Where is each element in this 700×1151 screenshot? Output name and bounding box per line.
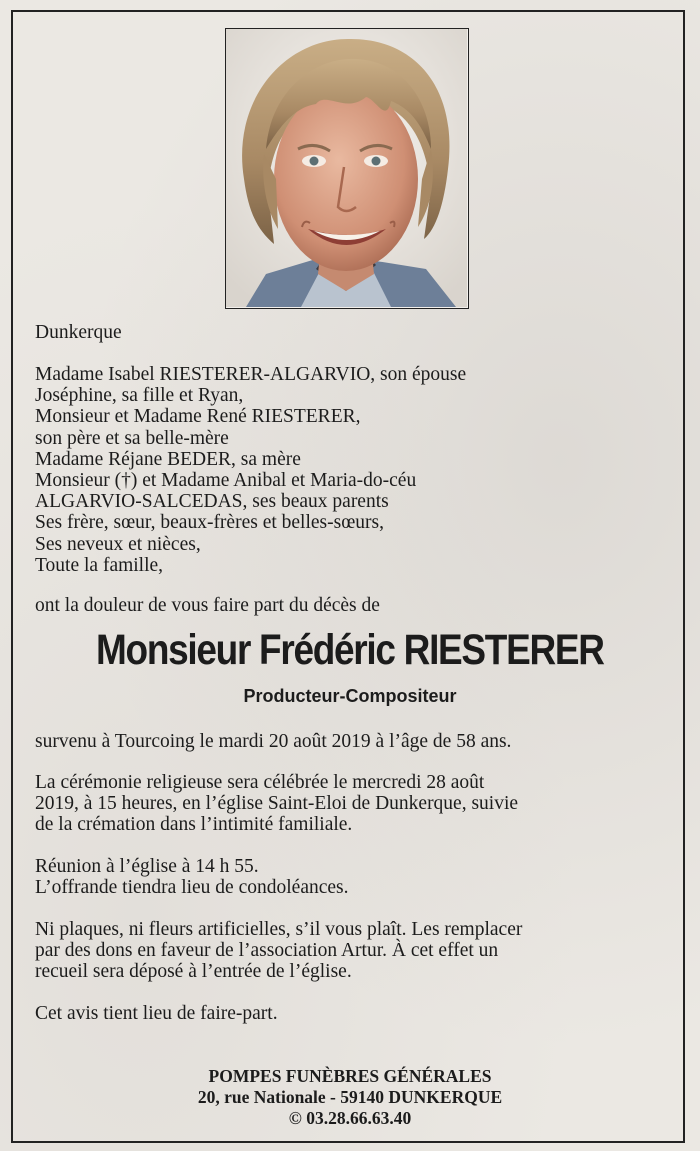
city-line: Dunkerque — [35, 322, 122, 343]
ceremony-line: de la crémation dans l’intimité familiale. — [35, 814, 353, 836]
announcement-line: ont la douleur de vous faire part du décès de — [35, 595, 380, 616]
closing-line: Cet avis tient lieu de faire-part. — [35, 1003, 278, 1024]
family-line: Madame Isabel RIESTERER-ALGARVIO, son épouse — [35, 364, 467, 385]
family-line: Ses neveux et nièces, — [35, 533, 201, 555]
family-line: son père et sa belle-mère — [35, 427, 229, 449]
flowers-line: Ni plaques, ni fleurs artificielles, s’il vous plaît. Les remplacer — [35, 919, 523, 940]
ceremony-line: La cérémonie religieuse sera célébrée le mercredi 28 août — [35, 772, 485, 793]
flowers-line: recueil sera déposé à l’entrée de l’église. — [35, 961, 352, 983]
funeral-home-address: 20, rue Nationale - 59140 DUNKERQUE — [197, 1087, 503, 1107]
family-line: Toute la famille, — [35, 554, 164, 576]
ceremony-paragraph — [35, 772, 665, 836]
ceremony-line: 2019, à 15 heures, en l’église Saint-Eloi de Dunkerque, suivie — [35, 793, 519, 815]
funeral-home-name: POMPES FUNÈBRES GÉNÉRALES — [208, 1066, 492, 1086]
profession: Producteur-Compositeur — [243, 686, 457, 706]
portrait-photo — [225, 28, 469, 309]
flowers-line: par des dons en faveur de l’association Artur. À cet effet un — [35, 940, 499, 962]
portrait-image — [226, 29, 467, 307]
family-line: Monsieur (†) et Madame Anibal et Maria-do-céu — [35, 470, 417, 492]
family-line: Joséphine, sa fille et Ryan, — [35, 385, 244, 407]
flowers-paragraph — [35, 919, 665, 983]
family-line: ALGARVIO-SALCEDAS, ses beaux parents — [35, 491, 389, 513]
meeting-line: Réunion à l’église à 14 h 55. — [35, 856, 259, 877]
funeral-home-phone: © 03.28.66.63.40 — [288, 1108, 412, 1128]
meeting-paragraph — [35, 856, 665, 898]
family-line: Ses frère, sœur, beaux-frères et belles-sœurs, — [35, 512, 385, 534]
family-line: Monsieur et Madame René RIESTERER, — [35, 406, 361, 428]
meeting-line: L’offrande tiendra lieu de condoléances. — [35, 877, 349, 899]
family-list — [35, 364, 665, 576]
death-line: survenu à Tourcoing le mardi 20 août 2019 à l’âge de 58 ans. — [35, 731, 512, 752]
deceased-name: Monsieur Frédéric RIESTERER — [96, 626, 604, 674]
family-line: Madame Réjane BEDER, sa mère — [35, 448, 301, 470]
